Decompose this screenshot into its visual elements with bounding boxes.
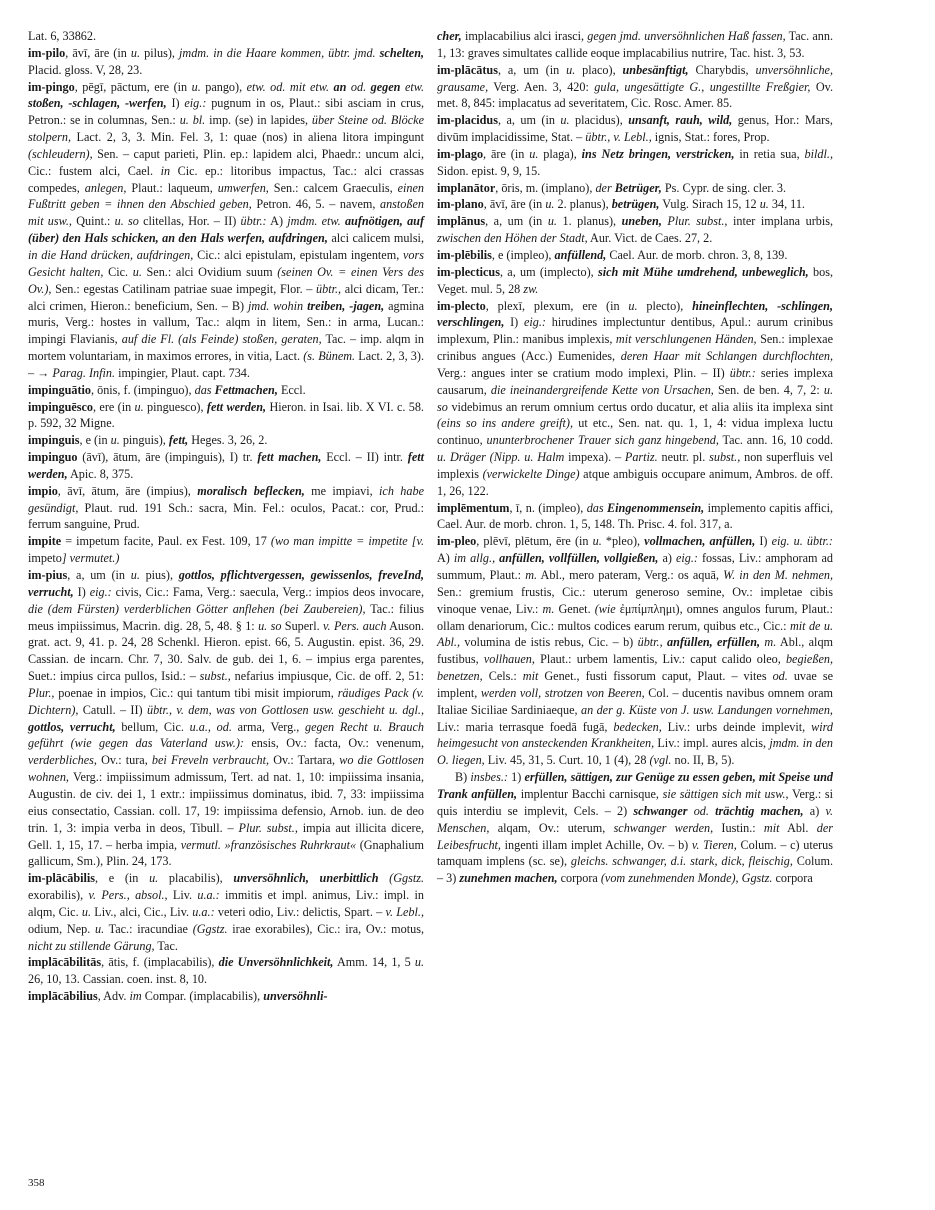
dictionary-entry: implānus, a, um (in u. 1. planus), uneben, Plur. subst., inter implana urbis, zwischen den Höhen der Stadt, Aur. Vict. de Caes. 27, 2. — [437, 214, 834, 246]
dictionary-entry: B) insbes.: 1) erfüllen, sättigen, zur Genüge zu essen geben, mit Speise und Trank anfüllen, implentur Bacchi carnisque, sie sättigen sich mit usw., Verg.: si quis interdiu se implevit, Cels. – 2) schwanger od. trächtig machen, a) v. Menschen, alqam, Ov.: uterum, schwanger werden, Iustin.: mit Abl. der Leibesfrucht, ingenti illam implet Achille, Ov. – b) v. Tieren, Colum. – c) uterus tamquam implens (sc. se), gleichs. schwanger, d.i. stark, dick, fleischig, Colum. – 3) zunehmen machen, corpora (vom zunehmenden Monde), Ggstz. corpora — [437, 770, 834, 886]
dictionary-entry: im-plācābilis, e (in u. placabilis), unversöhnlich, unerbittlich (Ggstz. exorabilis), v. Pers., absol., Liv. u.a.: immitis et impl. animus, Liv.: impl. in alqm, Cic. u. Liv., alci, Cic., Liv. u.a.: veteri odio, Liv.: delictis, Spart. – v. Lebl., odium, Nep. u. Tac.: iracundiae (Ggstz. irae exorabiles), Cic.: ira, Ov.: motus, nicht zu stillende Gärung, Tac. — [28, 871, 425, 953]
dictionary-entry: im-pingo, pēgī, pāctum, ere (in u. pango), etw. od. mit etw. an od. gegen etw. stoßen, -schlagen, -werfen, I) eig.: pugnum in os, Plaut.: sibi asciam in crus, Petron.: se in columnas, Sen.: u. bl. imp. (se) in lapides, über Steine od. Blöcke stolpern, Lact. 2, 3, 3. Min. Fel. 3, 1: quae (nos) in aliena litora impingunt (schleudern), Sen. – caput parieti, Plin. ep.: lapidem alci, Phaedr.: uncum alci, Cic.: fustem alci, Cael. in Cic. ep.: litoribus impactus, Tac.: alci crassas compedes, anlegen, Plaut.: laqueum, umwerfen, Sen.: calcem Graeculis, einen Fußtritt geben = ihnen den Abschied geben, Petron. 46, 5. – navem, anstoßen mit usw., Quint.: u. so clitellas, Hor. – II) übtr.: A) jmdm. etw. aufnötigen, auf (über) den Hals schicken, an den Hals werfen, aufdringen, alci calicem mulsi, in die Hand drücken, aufdringen, Cic.: alci epistulam, epistulam ingentem, vors Gesicht halten, Cic. u. Sen.: alci Ovidium suum (seinen Ov. = einen Vers des Ov.), Sen.: egestas Catilinam patriae suae impegit, Flor. – übtr., alci dicam, Ter.: alci crimen, Hieron.: beneficium, Sen. – B) jmd. wohin treiben, -jagen, agmina muris, Verg.: hostes in vallum, Tac.: alqm in litem, Sen.: in arma, Lucan.: impingi Flavianis, auf die Fl. (als Feinde) stoßen, geraten, Tac. – imp. alqm in mortem voluntariam, in maximos errores, in vitia, Lact. (s. Bünem. Lact. 2, 3, 3). – → Parag. Infin. impingier, Plaut. capt. 734. — [28, 79, 425, 380]
right-column — [437, 28, 833, 887]
left-column — [28, 28, 424, 1005]
dictionary-entry: implācābilitās, ātis, f. (implacabilis), die Unversöhnlichkeit, Amm. 14, 1, 5 u. 26, 10, 13. Cassian. coen. inst. 8, 10. — [28, 955, 424, 987]
dictionary-entry: impinguātio, ōnis, f. (impinguo), das Fettmachen, Eccl. — [28, 382, 306, 397]
dictionary-entry: im-plano, āvī, āre (in u. 2. planus), betrügen, Vulg. Sirach 15, 12 u. 34, 11. — [437, 197, 805, 212]
dictionary-entry: impinguēsco, ere (in u. pinguesco), fett werden, Hieron. in Isai. lib. X VI. c. 58. p. 592, 32 Migne. — [28, 399, 424, 431]
dictionary-entry: impite = impetum facite, Paul. ex Fest. 109, 17 (wo man impitte = impetite [v. impeto] vermutet.) — [28, 534, 425, 566]
dictionary-entry: im-plecto, plexī, plexum, ere (in u. plecto), hineinflechten, -schlingen, verschlingen, I) eig.: hirudines implectuntur dentibus, Apul.: aurum crinibus implexum, Plin.: manibus implexis, mit verschlungenen Händen, Sen.: implexae crinibus angues (Acc.) Eumenides, deren Haar mit Schlangen durchflochten, Verg.: angues inter se cratium modo implexi, Plin. – II) übtr.: series implexa causarum, die ineinandergreifende Kette von Ursachen, Sen. de ben. 4, 7, 2: u. so videbimus an rerum omnium certus ordo ducatur, et alia aliis ita implexa sint (eins so ins andere greift), ut etc., Sen. nat. qu. 1, 1, 4: vidua implexa luctu continuo, ununterbrochener Trauer sich ganz hingebend, Tac. ann. 16, 10 codd. u. Dräger (Nipp. u. Halm impexa). – Partiz. neutr. pl. subst., non superfluis vel implexis (verwickelte Dinge) atque ambiguis occupare animum, Ambros. de off. 1, 26, 122. — [437, 298, 834, 498]
dictionary-entry: implēmentum, ī, n. (impleo), das Eingenommensein, implemento capitis affici, Cael. Aur. de morb. chron. 1, 5, 148. Th. Prisc. 4. fol. 317, a. — [437, 500, 834, 532]
dictionary-entry: im-pius, a, um (in u. pius), gottlos, pflichtvergessen, gewissenlos, freveInd, verrucht, I) eig.: civis, Cic.: Fama, Verg.: saecula, Verg.: impios deos invocare, die (dem Fürsten) verderblichen Götter anflehen (bei Zaubereien), Tac.: filius meus impiissimus, Macrin. dig. 28, 5, 48. § 1: u. so Superl. v. Pers. auch Auson. grat. act. 9, 41. p. 24, 28 Schenkl. Hieron. epist. 66, 5. Augustin. epist. 36, 29. Cassian. de incarn. Chr. 7, 30. Salv. de gub. dei 1, 6. – impius erga parentes, Suet.: impius circa pullos, Isid.: – subst., nefarius impiusque, Cic. de off. 2, 51: Plur., poenae in impios, Cic.: qui tantum tibi misit impiorum, räudiges Pack (v. Dichtern), Catull. – II) übtr., v. dem, was von Gottlosen usw. geschieht u. dgl., gottlos, verrucht, bellum, Cic. u.a., od. arma, Verg., gegen Recht u. Brauch geführt (wie gegen das Vaterland usw.): ensis, Ov.: facta, Ov.: venenum, verderbliches, Ov.: tura, bei Freveln verbraucht, Ov.: Tartara, wo die Gottlosen wohnen, Verg.: impiissimum admissum, Tert. ad nat. 1, 10: impiissima insania, Augustin. de civ. dei 1, 1 extr.: impiissimus dominatus, ibid. 7, 33: impiissima eius consectatio, Cassian. coll. 17, 19: impiissima defensio, Arnob. iun. de deo trin. 1, 3: impia verba in deos, Tibull. – Plur. subst., impia aut illicita dicere, Gell. 1, 15, 17. – herba impia, vermutl. »französisches Ruhrkraut« (Gnaphalium gallicum, Sm.), Plin. 24, 173. — [28, 568, 425, 869]
dictionary-entry: cher, implacabilius alci irasci, gegen jmd. unversöhnlichen Haß fassen, Tac. ann. 1, 13: graves simultates callide eoque implacabilius nutrire, Tac. hist. 3, 53. — [437, 29, 833, 60]
dictionary-entry: im-plēbilis, e (impleo), anfüllend, Cael. Aur. de morb. chron. 3, 8, 139. — [437, 247, 788, 262]
dictionary-entry: impinguo (āvī), ātum, āre (impinguis), I) tr. fett machen, Eccl. – II) intr. fett werden, Apic. 8, 375. — [28, 450, 425, 481]
dictionary-entry: im-plācātus, a, um (in u. placo), unbesänftigt, Charybdis, unversöhnliche, grausame, Verg. Aen. 3, 420: gula, ungesättigte G., ungestillte Freßgier, Ov. met. 8, 845: implacatus ad severitatem, Cic. Rosc. Amer. 85. — [437, 62, 833, 111]
dictionary-entry: im-placidus, a, um (in u. placidus), unsanft, rauh, wild, genus, Hor.: Mars, divūm implacidissime, Stat. – übtr., v. Lebl., ignis, Stat.: fores, Prop. — [437, 113, 833, 145]
dictionary-entry: im-plago, āre (in u. plaga), ins Netz bringen, verstricken, in retia sua, bildl., Sidon. epist. 9, 9, 15. — [437, 146, 833, 178]
dictionary-entry: implanātor, ōris, m. (implano), der Betrüger, Ps. Cypr. de sing. cler. 3. — [437, 180, 787, 195]
dictionary-entry: Lat. 6, 33862. — [28, 29, 97, 43]
dictionary-entry: impio, āvī, ātum, āre (impius), moralisch beflecken, me impiavi, ich habe gesündigt, Plaut. rud. 191 Sch.: sacra, Min. Fel.: oculos, Pacat.: cor, Prud.: ferrum sanguine, Prud. — [28, 483, 424, 532]
dictionary-entry: im-plecticus, a, um (implecto), sich mit Mühe umdrehend, unbeweglich, bos, Veget. mul. 5, 28 zw. — [437, 264, 833, 296]
page-number: 358 — [28, 1177, 45, 1189]
dictionary-entry: im-pilo, āvī, āre (in u. pilus), jmdm. in die Haare kommen, übtr. jmd. schelten, Placid. gloss. V, 28, 23. — [28, 45, 425, 77]
dictionary-entry: im-pleo, plēvī, plētum, ēre (in u. *pleo), vollmachen, anfüllen, I) eig. u. übtr.: A) im allg., anfüllen, vollfüllen, vollgießen, a) eig.: fossas, Liv.: amphoram ad summum, Plaut.: m. Abl., mero pateram, Verg.: os aquā, W. in den M. nehmen, Sen.: gremium frustis, Cic.: uterum generoso semine, Ov.: impletae cibis vinoque venae, Liv.: m. Genet. (wie ἐμπίμπλημι), omnes angulos furum, Plaut.: ollam denariorum, Cic.: multos codices earum rerum, quibus etc., Cic.: mit de u. Abl., volumina de istis rebus, Cic. – b) übtr., anfüllen, erfüllen, m. Abl., alqm fustibus, vollhauen, Plaut.: urbem lamentis, Liv.: caput calido oleo, begießen, benetzen, Cels.: mit Genet., fusti fissorum caput, Plaut. – vites od. uvae se implent, werden voll, strotzen von Beeren, Col. – ducentis navibus omnem oram Italiae Siciliae Sardiniaeque, an der g. Küste von J. usw. Landungen vornehmen, Liv.: maria terrasque foedā fugā, bedecken, Liv.: urbs deinde implevit, wird heimgesucht von ansteckenden Krankheiten, Liv.: impl. aures alcis, jmdm. in den O. liegen, Liv. 45, 31, 5. Curt. 10, 1 (4), 28 (vgl. no. II, B, 5). — [437, 534, 834, 768]
dictionary-entry: implācābilius, Adv. im Compar. (implacabilis), unversöhnli- — [28, 989, 328, 1004]
dictionary-entry: impinguis, e (in u. pinguis), fett, Heges. 3, 26, 2. — [28, 433, 268, 448]
